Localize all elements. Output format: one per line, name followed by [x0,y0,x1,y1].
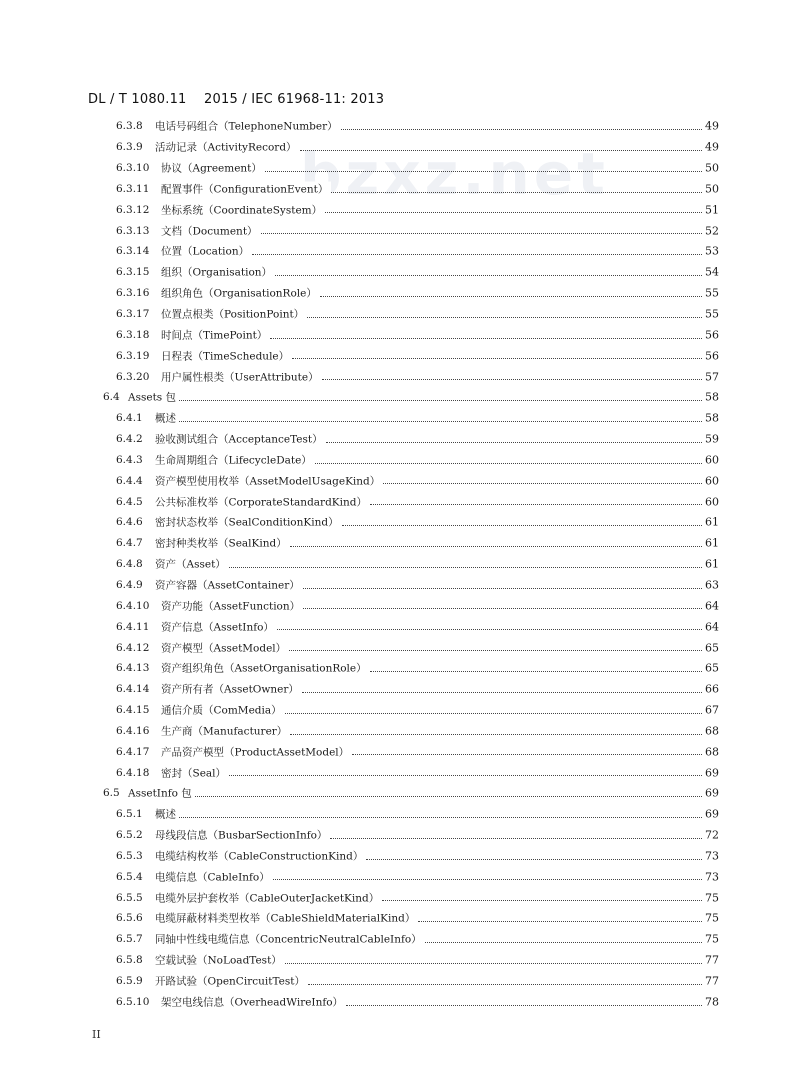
toc-entry[interactable] [0,387,800,408]
toc-entry-number: 6.3.11 [116,182,150,195]
toc-entry[interactable] [0,741,800,762]
toc-entry-number: 6.4.4 [116,474,143,487]
toc-entry[interactable] [0,262,800,283]
toc-entry-title: 概述 [155,411,179,426]
dot-leader [273,878,710,880]
dot-leader [229,774,710,776]
toc-entry-page: 77 [702,975,719,988]
toc-entry-page: 64 [702,599,719,612]
toc-entry-page: 54 [702,266,719,279]
table-of-contents [0,116,800,1012]
toc-entry-title: 架空电线信息（OverheadWireInfo） [161,994,346,1009]
dot-leader [277,628,710,630]
toc-entry[interactable] [0,429,800,450]
toc-entry[interactable] [0,637,800,658]
toc-entry-title: 密封种类枚举（SealKind） [155,536,290,551]
toc-entry-page: 68 [702,745,719,758]
toc-entry[interactable] [0,199,800,220]
toc-entry-page: 69 [702,766,719,779]
toc-entry-title: 位置点根类（PositionPoint） [161,307,307,322]
toc-entry[interactable] [0,345,800,366]
page-header: DL / T 1080.11 2015 / IEC 61968-11: 2013 [88,92,385,107]
toc-entry-title: Assets 包 [128,390,179,405]
toc-entry[interactable] [0,241,800,262]
toc-entry[interactable] [0,783,800,804]
toc-entry-title: 概述 [155,807,179,822]
dot-leader [370,670,710,672]
toc-entry-number: 6.3.9 [116,141,143,154]
dot-leader [270,337,710,339]
dot-leader [425,941,710,943]
toc-entry[interactable] [0,408,800,429]
toc-entry-page: 65 [702,641,719,654]
dot-leader [322,378,710,380]
toc-entry-title: 空载试验（NoLoadTest） [155,953,285,968]
toc-entry[interactable] [0,846,800,867]
dot-leader [303,607,710,609]
toc-entry[interactable] [0,575,800,596]
dot-leader [307,316,710,318]
dot-leader [300,149,710,151]
toc-entry[interactable] [0,616,800,637]
toc-entry-page: 69 [702,787,719,800]
toc-entry-number: 6.5.7 [116,933,143,946]
toc-entry-number: 6.5.9 [116,975,143,988]
toc-entry[interactable] [0,658,800,679]
dot-leader [308,983,710,985]
toc-entry-title: 文档（Document） [161,223,261,238]
toc-entry[interactable] [0,491,800,512]
toc-entry[interactable] [0,929,800,950]
toc-entry[interactable] [0,158,800,179]
toc-entry[interactable] [0,283,800,304]
toc-entry[interactable] [0,137,800,158]
toc-entry[interactable] [0,470,800,491]
toc-entry-page: 69 [702,808,719,821]
toc-entry-page: 60 [702,474,719,487]
dot-leader [383,482,710,484]
dot-leader [303,587,710,589]
dot-leader [179,399,710,401]
toc-entry-title: 日程表（TimeSchedule） [161,348,292,363]
toc-entry-title: 资产所有者（AssetOwner） [161,682,302,697]
toc-entry[interactable] [0,366,800,387]
toc-entry-number: 6.4.18 [116,766,150,779]
toc-entry-page: 55 [702,308,719,321]
toc-entry-number: 6.5.1 [116,808,143,821]
toc-entry-page: 61 [702,537,719,550]
toc-entry[interactable] [0,679,800,700]
toc-entry-number: 6.4.16 [116,724,150,737]
toc-entry-title: 通信介质（ComMedia） [161,703,285,718]
toc-entry-page: 58 [702,391,719,404]
toc-entry-page: 57 [702,370,719,383]
dot-leader [195,795,710,797]
dot-leader [341,128,710,130]
toc-entry-page: 66 [702,683,719,696]
toc-entry-page: 73 [702,870,719,883]
dot-leader [285,712,710,714]
toc-entry-number: 6.4.10 [116,599,150,612]
toc-entry[interactable] [0,595,800,616]
toc-entry-page: 60 [702,495,719,508]
toc-entry-title: 电缆结构枚举（CableConstructionKind） [155,848,366,863]
toc-entry-title: 资产模型（AssetModel） [161,640,289,655]
toc-entry-page: 65 [702,662,719,675]
toc-entry[interactable] [0,887,800,908]
toc-entry-number: 6.3.10 [116,162,150,175]
toc-entry-title: 资产模型使用枚举（AssetModelUsageKind） [155,473,383,488]
toc-entry-page: 50 [702,162,719,175]
toc-entry-title: 坐标系统（CoordinateSystem） [161,202,325,217]
toc-entry[interactable] [0,700,800,721]
toc-entry-title: 用户属性根类（UserAttribute） [161,369,322,384]
toc-entry-page: 52 [702,224,719,237]
toc-entry-number: 6.4.13 [116,662,150,675]
dot-leader [342,524,710,526]
toc-entry-title: 配置事件（ConfigurationEvent） [161,181,331,196]
toc-entry-number: 6.4.2 [116,433,143,446]
toc-entry-number: 6.4.3 [116,453,143,466]
toc-entry-number: 6.4.17 [116,745,150,758]
toc-entry-number: 6.5.8 [116,954,143,967]
toc-entry[interactable] [0,991,800,1012]
dot-leader [330,837,710,839]
toc-entry-page: 77 [702,954,719,967]
dot-leader [290,545,710,547]
toc-entry-title: 验收测试组合（AcceptanceTest） [155,432,326,447]
toc-entry-page: 58 [702,412,719,425]
toc-entry-number: 6.3.14 [116,245,150,258]
toc-entry-title: 密封状态枚举（SealConditionKind） [155,515,342,530]
dot-leader [320,295,710,297]
toc-entry-title: 资产（Asset） [155,557,229,572]
dot-leader [265,170,710,172]
toc-entry[interactable] [0,971,800,992]
dot-leader [179,420,710,422]
toc-entry-page: 61 [702,516,719,529]
toc-entry-page: 59 [702,433,719,446]
toc-entry-page: 49 [702,141,719,154]
toc-entry[interactable] [0,804,800,825]
toc-entry-page: 78 [702,995,719,1008]
toc-entry-number: 6.4.6 [116,516,143,529]
dot-leader [252,253,710,255]
toc-entry-page: 60 [702,453,719,466]
toc-entry[interactable] [0,762,800,783]
toc-entry-title: 公共标准枚举（CorporateStandardKind） [155,494,370,509]
toc-entry-page: 72 [702,829,719,842]
toc-entry[interactable] [0,220,800,241]
dot-leader [275,274,710,276]
dot-leader [290,733,710,735]
toc-entry-number: 6.4.9 [116,578,143,591]
dot-leader [315,462,710,464]
toc-entry[interactable] [0,950,800,971]
toc-entry-number: 6.3.20 [116,370,150,383]
toc-entry-number: 6.4.14 [116,683,150,696]
toc-entry-page: 53 [702,245,719,258]
toc-entry[interactable] [0,554,800,575]
toc-entry-page: 67 [702,704,719,717]
dot-leader [292,357,710,359]
toc-entry-title: 密封（Seal） [161,765,229,780]
toc-entry-page: 75 [702,912,719,925]
toc-entry-title: 资产组织角色（AssetOrganisationRole） [161,661,370,676]
toc-entry-number: 6.4.5 [116,495,143,508]
toc-entry[interactable] [0,533,800,554]
dot-leader [370,503,710,505]
toc-entry-number: 6.5.3 [116,849,143,862]
toc-entry-page: 51 [702,203,719,216]
toc-entry[interactable] [0,116,800,137]
dot-leader [326,441,710,443]
dot-leader [229,566,710,568]
toc-entry-title: 产品资产模型（ProductAssetModel） [161,744,352,759]
toc-entry-title: AssetInfo 包 [128,786,195,801]
toc-entry-title: 资产信息（AssetInfo） [161,619,277,634]
toc-entry[interactable] [0,512,800,533]
toc-entry-title: 开路试验（OpenCircuitTest） [155,974,308,989]
dot-leader [179,816,710,818]
toc-entry-number: 6.5.4 [116,870,143,883]
toc-entry-title: 生命周期组合（LifecycleDate） [155,452,315,467]
toc-entry-page: 63 [702,578,719,591]
toc-entry[interactable] [0,825,800,846]
toc-entry[interactable] [0,866,800,887]
toc-entry-number: 6.4 [103,391,120,404]
page-number: II [92,1028,101,1041]
toc-entry[interactable] [0,450,800,471]
dot-leader [289,649,710,651]
toc-entry-number: 6.5.2 [116,829,143,842]
toc-entry-title: 协议（Agreement） [161,161,265,176]
toc-entry-title: 母线段信息（BusbarSectionInfo） [155,828,330,843]
dot-leader [285,962,710,964]
toc-entry-page: 61 [702,558,719,571]
toc-entry-title: 电缆信息（CableInfo） [155,869,273,884]
toc-entry-page: 49 [702,120,719,133]
toc-entry-title: 电话号码组合（TelephoneNumber） [155,119,341,134]
toc-entry-number: 6.4.1 [116,412,143,425]
toc-entry-number: 6.5 [103,787,120,800]
toc-entry-page: 55 [702,287,719,300]
dot-leader [366,858,710,860]
toc-entry[interactable] [0,304,800,325]
toc-entry-page: 73 [702,849,719,862]
toc-entry[interactable] [0,179,800,200]
toc-entry-title: 电缆屏蔽材料类型枚举（CableShieldMaterialKind） [155,911,418,926]
toc-entry-title: 组织（Organisation） [161,265,275,280]
toc-entry-number: 6.3.18 [116,328,150,341]
toc-entry-number: 6.4.12 [116,641,150,654]
toc-entry-title: 活动记录（ActivityRecord） [155,140,300,155]
dot-leader [382,899,710,901]
toc-entry-number: 6.4.7 [116,537,143,550]
dot-leader [302,691,710,693]
toc-entry-number: 6.4.8 [116,558,143,571]
toc-entry-number: 6.4.11 [116,620,150,633]
toc-entry-number: 6.4.15 [116,704,150,717]
toc-entry[interactable] [0,908,800,929]
toc-entry-number: 6.5.6 [116,912,143,925]
dot-leader [331,191,710,193]
toc-entry-number: 6.3.17 [116,308,150,321]
toc-entry-title: 位置（Location） [161,244,252,259]
toc-entry[interactable] [0,720,800,741]
toc-entry-page: 50 [702,182,719,195]
toc-entry-title: 资产功能（AssetFunction） [161,598,303,613]
toc-entry[interactable] [0,324,800,345]
toc-entry-page: 75 [702,891,719,904]
watermark: bzxz.net [300,140,609,208]
toc-entry-title: 同轴中性线电缆信息（ConcentricNeutralCableInfo） [155,932,425,947]
toc-entry-title: 电缆外层护套枚举（CableOuterJacketKind） [155,890,382,905]
dot-leader [261,232,710,234]
toc-entry-page: 56 [702,349,719,362]
toc-entry-number: 6.3.13 [116,224,150,237]
toc-entry-number: 6.3.8 [116,120,143,133]
toc-entry-page: 68 [702,724,719,737]
toc-entry-number: 6.3.12 [116,203,150,216]
dot-leader [418,920,710,922]
toc-entry-title: 资产容器（AssetContainer） [155,577,303,592]
toc-entry-page: 64 [702,620,719,633]
dot-leader [346,1004,710,1006]
toc-entry-number: 6.3.19 [116,349,150,362]
toc-entry-title: 时间点（TimePoint） [161,327,270,342]
toc-entry-number: 6.5.10 [116,995,150,1008]
toc-entry-title: 生产商（Manufacturer） [161,723,290,738]
toc-entry-page: 75 [702,933,719,946]
dot-leader [325,211,710,213]
toc-entry-number: 6.3.16 [116,287,150,300]
dot-leader [352,753,710,755]
toc-entry-title: 组织角色（OrganisationRole） [161,286,320,301]
toc-entry-page: 56 [702,328,719,341]
toc-entry-number: 6.5.5 [116,891,143,904]
toc-entry-number: 6.3.15 [116,266,150,279]
